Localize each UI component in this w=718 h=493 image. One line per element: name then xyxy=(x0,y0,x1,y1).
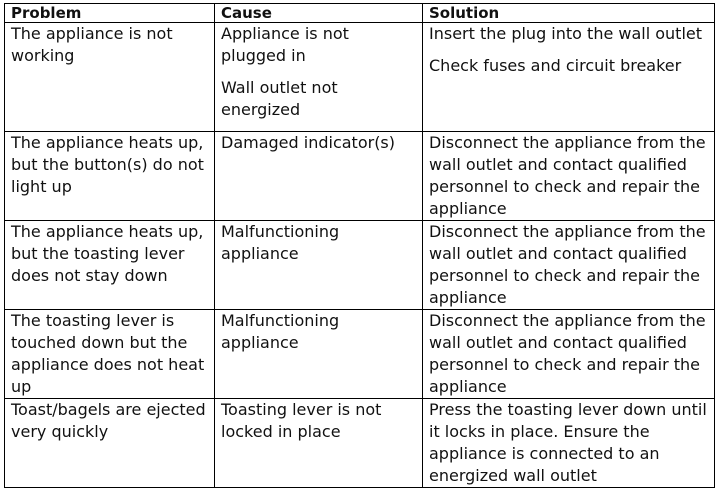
table-row xyxy=(5,132,715,221)
header-problem: Problem xyxy=(5,4,215,23)
table-row xyxy=(5,221,715,310)
problem-cell: The toasting lever is touched down but the appliance does not heat up xyxy=(5,310,215,399)
solution-text: Press the toasting lever down until it locks in place. Ensure the appliance is connected to an energized wall outlet xyxy=(429,400,707,485)
header-cause: Cause xyxy=(215,4,423,23)
solution-cell xyxy=(423,310,715,399)
solution-text: Insert the plug into the wall outlet xyxy=(429,24,703,43)
solution-text: Disconnect the appliance from the wall outlet and contact qualified personnel to check and repair the appliance xyxy=(429,133,706,218)
cause-text: Wall outlet not energized xyxy=(221,78,338,119)
table-header-row xyxy=(5,4,715,23)
cause-cell xyxy=(215,399,423,488)
troubleshooting-table xyxy=(4,3,715,488)
cause-text: Toasting lever is not locked in place xyxy=(221,400,382,441)
header-solution: Solution xyxy=(423,4,715,23)
solution-cell xyxy=(423,132,715,221)
problem-cell: Toast/bagels are ejected very quickly xyxy=(5,399,215,488)
table-row xyxy=(5,23,715,132)
cause-text: Appliance is not plugged in xyxy=(221,24,349,65)
solution-cell xyxy=(423,221,715,310)
cause-cell xyxy=(215,310,423,399)
cause-text: Malfunctioning appliance xyxy=(221,222,340,263)
solution-text: Check fuses and circuit breaker xyxy=(429,56,682,75)
problem-cell: The appliance is not working xyxy=(5,23,215,132)
cause-cell xyxy=(215,132,423,221)
problem-cell: The appliance heats up, but the button(s) do not light up xyxy=(5,132,215,221)
solution-cell xyxy=(423,23,715,132)
problem-cell: The appliance heats up, but the toasting lever does not stay down xyxy=(5,221,215,310)
solution-text: Disconnect the appliance from the wall outlet and contact qualified personnel to check and repair the appliance xyxy=(429,222,706,307)
cause-text: Damaged indicator(s) xyxy=(221,133,396,152)
solution-text: Disconnect the appliance from the wall outlet and contact qualified personnel to check and repair the appliance xyxy=(429,311,706,396)
cause-cell xyxy=(215,221,423,310)
cause-cell xyxy=(215,23,423,132)
cause-text: Malfunctioning appliance xyxy=(221,311,340,352)
table-row xyxy=(5,399,715,488)
table-row xyxy=(5,310,715,399)
solution-cell xyxy=(423,399,715,488)
